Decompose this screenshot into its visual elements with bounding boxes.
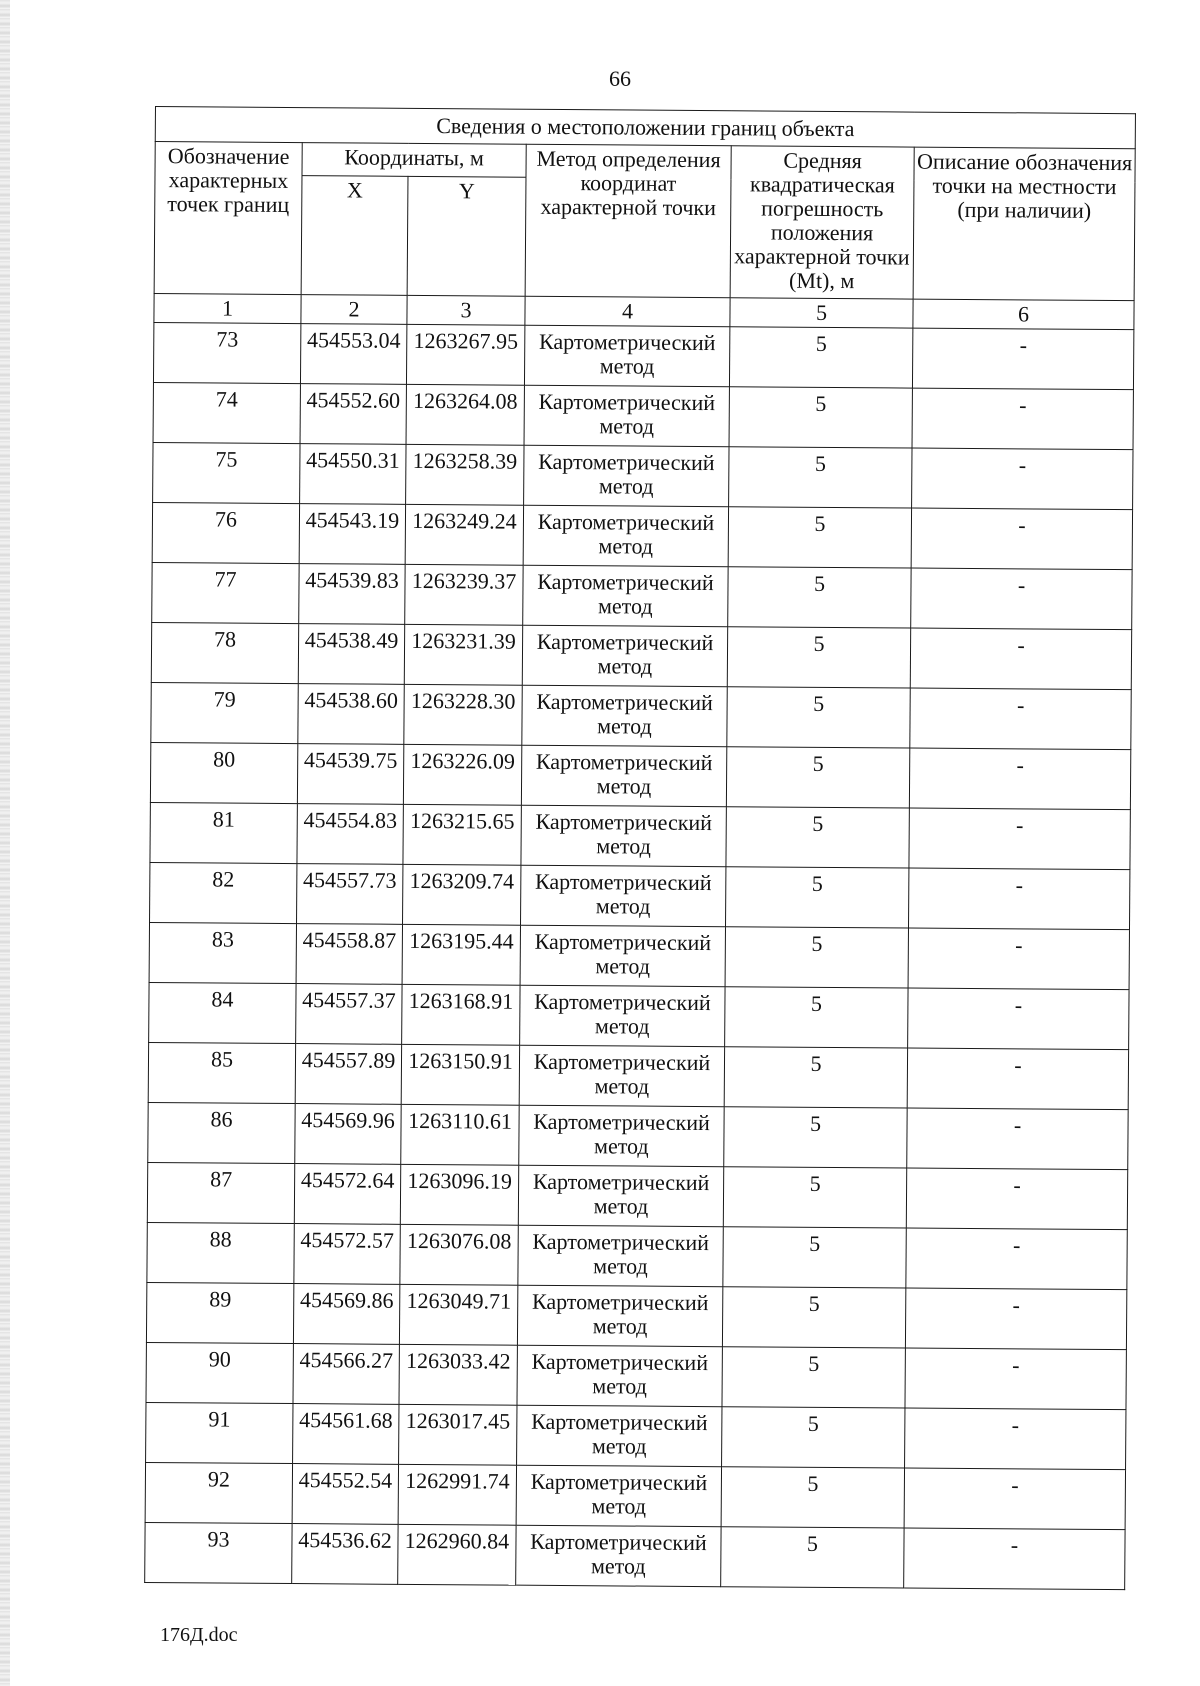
cell-coordinate-x: 454557.73	[297, 864, 403, 925]
table-row	[151, 622, 1131, 689]
cell-coordinate-y: 1262991.74	[398, 1464, 516, 1525]
cell-method: Картометрический метод	[519, 1105, 724, 1167]
header-mean-error: Средняя квадратическая погрешность положения характерной точки (Mt), м	[730, 146, 914, 299]
cell-description: -	[907, 1108, 1128, 1170]
cell-coordinate-x: 454539.75	[297, 744, 403, 805]
cell-coordinate-y: 1263264.08	[406, 384, 524, 445]
cell-method: Картометрический метод	[520, 925, 725, 987]
header-y: Y	[407, 176, 526, 296]
table-row	[153, 382, 1133, 449]
cell-description: -	[904, 1528, 1125, 1590]
page-number: 66	[609, 66, 631, 91]
table-row	[149, 982, 1129, 1049]
table-row	[153, 442, 1133, 509]
cell-point-number: 85	[148, 1042, 295, 1103]
cell-description: -	[912, 328, 1133, 390]
cell-point-number: 78	[151, 622, 298, 683]
cell-point-number: 93	[145, 1522, 292, 1583]
table-row	[153, 322, 1133, 389]
cell-description: -	[912, 448, 1133, 510]
cell-mean-error: 5	[724, 1047, 907, 1108]
cell-point-number: 76	[152, 502, 299, 563]
boundary-coordinates-table	[144, 106, 1136, 1590]
cell-method: Картометрический метод	[524, 325, 729, 387]
cell-description: -	[905, 1408, 1126, 1470]
column-number: 4	[525, 296, 730, 327]
cell-method: Картометрический метод	[522, 625, 727, 687]
cell-coordinate-y: 1263215.65	[403, 804, 521, 865]
table-row	[151, 682, 1131, 749]
header-coordinates: Координаты, м	[302, 143, 526, 178]
cell-point-number: 77	[152, 562, 299, 623]
table-row	[146, 1402, 1126, 1469]
cell-coordinate-y: 1263231.39	[404, 624, 522, 685]
boundary-table-container	[144, 106, 1135, 1590]
cell-description: -	[908, 868, 1129, 930]
scan-edge-shadow	[0, 0, 10, 1686]
cell-coordinate-x: 454552.54	[292, 1464, 398, 1525]
cell-point-number: 83	[149, 922, 296, 983]
cell-description: -	[906, 1228, 1127, 1290]
cell-point-number: 86	[148, 1102, 295, 1163]
table-row	[148, 1102, 1128, 1169]
cell-point-number: 89	[146, 1282, 293, 1343]
cell-coordinate-x: 454550.31	[300, 444, 406, 505]
table-row	[145, 1522, 1125, 1589]
cell-description: -	[908, 988, 1129, 1050]
cell-mean-error: 5	[728, 507, 911, 568]
cell-description: -	[906, 1168, 1127, 1230]
cell-method: Картометрический метод	[518, 1225, 723, 1287]
cell-mean-error: 5	[725, 867, 908, 928]
cell-method: Картометрический метод	[523, 565, 728, 627]
table-row	[150, 742, 1130, 809]
cell-description: -	[904, 1468, 1125, 1530]
header-x: X	[301, 176, 408, 296]
cell-method: Картометрический метод	[517, 1405, 722, 1467]
column-number: 3	[407, 295, 525, 325]
cell-coordinate-y: 1263150.91	[401, 1044, 519, 1105]
cell-point-number: 87	[147, 1162, 294, 1223]
cell-coordinate-x: 454557.89	[295, 1044, 401, 1105]
cell-mean-error: 5	[728, 567, 911, 628]
cell-method: Картометрический метод	[518, 1165, 723, 1227]
cell-mean-error: 5	[725, 927, 908, 988]
table-row	[146, 1282, 1126, 1349]
cell-method: Картометрический метод	[516, 1525, 721, 1587]
cell-coordinate-y: 1263249.24	[405, 504, 523, 565]
cell-mean-error: 5	[721, 1527, 904, 1588]
column-number: 2	[301, 295, 407, 325]
cell-coordinate-x: 454554.83	[297, 804, 403, 865]
cell-description: -	[911, 568, 1132, 630]
cell-mean-error: 5	[729, 447, 912, 508]
cell-mean-error: 5	[729, 387, 912, 448]
cell-description: -	[909, 808, 1130, 870]
cell-coordinate-y: 1263049.71	[399, 1284, 517, 1345]
cell-coordinate-y: 1263110.61	[401, 1104, 519, 1165]
cell-method: Картометрический метод	[523, 505, 728, 567]
cell-point-number: 75	[153, 442, 300, 503]
cell-coordinate-x: 454566.27	[293, 1344, 399, 1405]
cell-coordinate-x: 454569.86	[293, 1284, 399, 1345]
cell-description: -	[905, 1288, 1126, 1350]
cell-method: Картометрический метод	[521, 865, 726, 927]
cell-mean-error: 5	[723, 1227, 906, 1288]
cell-point-number: 90	[146, 1342, 293, 1403]
cell-coordinate-x: 454536.62	[292, 1524, 398, 1585]
cell-mean-error: 5	[729, 327, 912, 388]
cell-description: -	[905, 1348, 1126, 1410]
cell-description: -	[909, 748, 1130, 810]
cell-point-number: 82	[150, 862, 297, 923]
cell-point-number: 92	[145, 1462, 292, 1523]
cell-method: Картометрический метод	[521, 745, 726, 807]
cell-coordinate-x: 454561.68	[293, 1404, 399, 1465]
cell-description: -	[912, 388, 1133, 450]
cell-point-number: 88	[147, 1222, 294, 1283]
table-row	[152, 562, 1132, 629]
table-row	[147, 1162, 1127, 1229]
cell-method: Картометрический метод	[519, 1045, 724, 1107]
cell-coordinate-x: 454538.49	[298, 624, 404, 685]
cell-coordinate-y: 1263267.95	[406, 324, 524, 385]
table-row	[152, 502, 1132, 569]
cell-point-number: 91	[146, 1402, 293, 1463]
header-method: Метод определения координат характерной точки	[525, 144, 731, 297]
column-number: 6	[913, 299, 1134, 330]
header-description: Описание обозначения точки на местности (при наличии)	[913, 147, 1135, 301]
header-point-designation: Обозначение характерных точек границ	[154, 142, 302, 295]
cell-coordinate-y: 1263239.37	[405, 564, 523, 625]
column-number: 1	[154, 293, 301, 323]
cell-mean-error: 5	[727, 627, 910, 688]
cell-coordinate-y: 1263226.09	[403, 744, 521, 805]
cell-coordinate-y: 1263195.44	[402, 924, 520, 985]
table-row	[145, 1462, 1125, 1529]
table-row	[149, 922, 1129, 989]
table-row	[146, 1342, 1126, 1409]
cell-coordinate-x: 454572.64	[294, 1164, 400, 1225]
cell-coordinate-x: 454569.96	[295, 1104, 401, 1165]
cell-point-number: 81	[150, 802, 297, 863]
cell-method: Картометрический метод	[524, 445, 729, 507]
table-row	[150, 802, 1130, 869]
cell-coordinate-y: 1263168.91	[402, 984, 520, 1045]
cell-method: Картометрический метод	[521, 805, 726, 867]
table-title: Сведения о местоположении границ объекта	[155, 107, 1135, 149]
cell-coordinate-x: 454543.19	[299, 504, 405, 565]
cell-coordinate-x: 454557.37	[296, 984, 402, 1045]
cell-coordinate-y: 1263228.30	[404, 684, 522, 745]
table-row	[148, 1042, 1128, 1109]
cell-mean-error: 5	[722, 1287, 905, 1348]
cell-mean-error: 5	[726, 807, 909, 868]
document-filename: 176Д.doc	[160, 1624, 238, 1646]
table-row	[150, 862, 1130, 929]
cell-point-number: 80	[150, 742, 297, 803]
cell-point-number: 74	[153, 382, 300, 443]
cell-description: -	[908, 928, 1129, 990]
cell-description: -	[910, 688, 1131, 750]
table-body	[145, 322, 1134, 1589]
cell-coordinate-x: 454558.87	[296, 924, 402, 985]
cell-method: Картометрический метод	[524, 385, 729, 447]
cell-description: -	[910, 628, 1131, 690]
cell-mean-error: 5	[721, 1467, 904, 1528]
table-row	[147, 1222, 1127, 1289]
cell-description: -	[907, 1048, 1128, 1110]
cell-coordinate-y: 1262960.84	[398, 1524, 516, 1585]
cell-method: Картометрический метод	[517, 1345, 722, 1407]
cell-coordinate-y: 1263017.45	[399, 1404, 517, 1465]
cell-mean-error: 5	[723, 1167, 906, 1228]
cell-point-number: 79	[151, 682, 298, 743]
cell-coordinate-y: 1263096.19	[400, 1164, 518, 1225]
column-number: 5	[730, 298, 913, 328]
cell-method: Картометрический метод	[517, 1285, 722, 1347]
cell-coordinate-x: 454572.57	[294, 1224, 400, 1285]
cell-coordinate-x: 454538.60	[298, 684, 404, 745]
cell-coordinate-x: 454553.04	[300, 324, 406, 385]
cell-method: Картометрический метод	[520, 985, 725, 1047]
cell-mean-error: 5	[724, 1107, 907, 1168]
cell-point-number: 73	[153, 322, 300, 383]
cell-mean-error: 5	[725, 987, 908, 1048]
cell-coordinate-y: 1263033.42	[399, 1344, 517, 1405]
cell-mean-error: 5	[726, 747, 909, 808]
cell-method: Картометрический метод	[516, 1465, 721, 1527]
cell-mean-error: 5	[722, 1347, 905, 1408]
cell-coordinate-x: 454539.83	[299, 564, 405, 625]
cell-coordinate-y: 1263258.39	[406, 444, 524, 505]
cell-point-number: 84	[149, 982, 296, 1043]
cell-method: Картометрический метод	[522, 685, 727, 747]
cell-description: -	[911, 508, 1132, 570]
cell-mean-error: 5	[722, 1407, 905, 1468]
cell-coordinate-x: 454552.60	[300, 384, 406, 445]
cell-coordinate-y: 1263209.74	[403, 864, 521, 925]
cell-coordinate-y: 1263076.08	[400, 1224, 518, 1285]
cell-mean-error: 5	[727, 687, 910, 748]
